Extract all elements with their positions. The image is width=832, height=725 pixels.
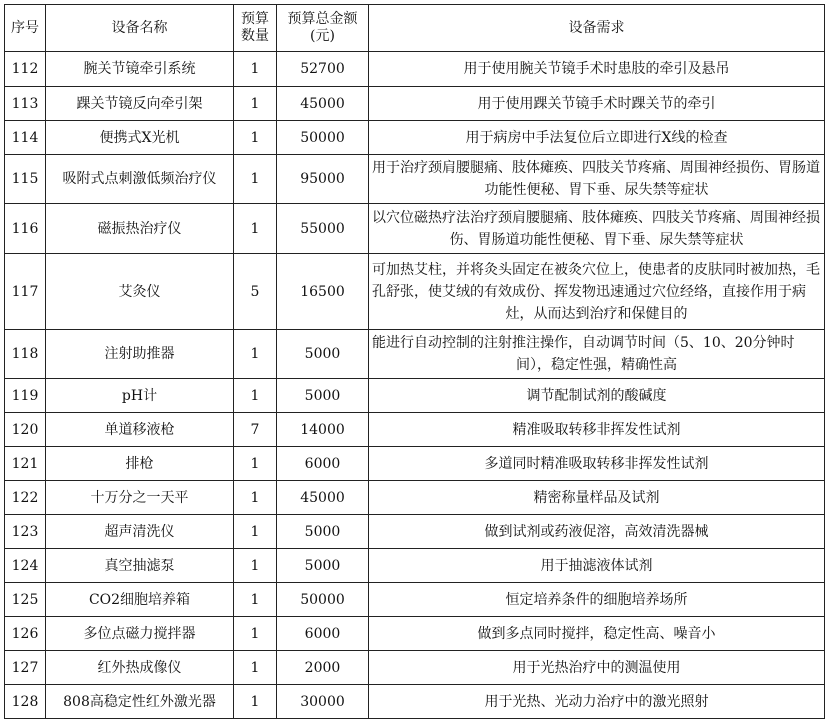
table-row xyxy=(5,617,825,651)
cell-amount: 2000 xyxy=(277,651,369,685)
table-row xyxy=(5,121,825,155)
header-budget-qty: 预算数量 xyxy=(234,5,277,52)
cell-device-name: 踝关节镜反向牵引架 xyxy=(46,87,234,121)
cell-requirement: 精准吸取转移非挥发性试剂 xyxy=(369,413,825,447)
cell-requirement: 多道同时精准吸取转移非挥发性试剂 xyxy=(369,447,825,481)
header-budget-amount: 预算总金额(元) xyxy=(277,5,369,52)
cell-requirement: 用于病房中手法复位后立即进行X线的检查 xyxy=(369,121,825,155)
header-row xyxy=(5,5,825,52)
cell-qty: 1 xyxy=(234,52,277,87)
header-requirement: 设备需求 xyxy=(369,5,825,52)
table-row xyxy=(5,330,825,379)
cell-amount: 5000 xyxy=(277,379,369,413)
cell-requirement: 用于光热、光动力治疗中的激光照射 xyxy=(369,685,825,719)
cell-index: 118 xyxy=(5,330,46,379)
cell-requirement: 精密称量样品及试剂 xyxy=(369,481,825,515)
cell-index: 116 xyxy=(5,204,46,254)
cell-device-name: 磁振热治疗仪 xyxy=(46,204,234,254)
cell-index: 120 xyxy=(5,413,46,447)
table-row xyxy=(5,583,825,617)
cell-index: 112 xyxy=(5,52,46,87)
cell-requirement: 以穴位磁热疗法治疗颈肩腰腿痛、肢体瘫痪、四肢关节疼痛、周围神经损伤、胃肠道功能性便秘、胃下垂、尿失禁等症状 xyxy=(369,204,825,254)
cell-requirement: 恒定培养条件的细胞培养场所 xyxy=(369,583,825,617)
cell-index: 113 xyxy=(5,87,46,121)
table-row xyxy=(5,447,825,481)
cell-amount: 50000 xyxy=(277,121,369,155)
cell-qty: 1 xyxy=(234,330,277,379)
cell-index: 126 xyxy=(5,617,46,651)
cell-requirement: 用于使用腕关节镜手术时患肢的牵引及悬吊 xyxy=(369,52,825,87)
table-row xyxy=(5,549,825,583)
cell-qty: 1 xyxy=(234,651,277,685)
cell-device-name: 艾灸仪 xyxy=(46,254,234,330)
cell-index: 128 xyxy=(5,685,46,719)
cell-requirement: 调节配制试剂的酸碱度 xyxy=(369,379,825,413)
cell-device-name: 排枪 xyxy=(46,447,234,481)
cell-device-name: CO2细胞培养箱 xyxy=(46,583,234,617)
cell-qty: 1 xyxy=(234,204,277,254)
cell-amount: 5000 xyxy=(277,515,369,549)
cell-amount: 52700 xyxy=(277,52,369,87)
cell-device-name: 超声清洗仪 xyxy=(46,515,234,549)
cell-amount: 55000 xyxy=(277,204,369,254)
cell-index: 124 xyxy=(5,549,46,583)
cell-amount: 14000 xyxy=(277,413,369,447)
cell-device-name: 单道移液枪 xyxy=(46,413,234,447)
cell-amount: 95000 xyxy=(277,155,369,204)
cell-amount: 50000 xyxy=(277,583,369,617)
cell-amount: 16500 xyxy=(277,254,369,330)
cell-requirement: 用于抽滤液体试剂 xyxy=(369,549,825,583)
cell-qty: 1 xyxy=(234,155,277,204)
cell-requirement: 用于光热治疗中的测温使用 xyxy=(369,651,825,685)
cell-index: 125 xyxy=(5,583,46,617)
cell-device-name: 十万分之一天平 xyxy=(46,481,234,515)
table-row xyxy=(5,379,825,413)
table-row xyxy=(5,204,825,254)
cell-amount: 5000 xyxy=(277,330,369,379)
cell-requirement: 用于治疗颈肩腰腿痛、肢体瘫痪、四肢关节疼痛、周围神经损伤、胃肠道功能性便秘、胃下垂、尿失禁等症状 xyxy=(369,155,825,204)
cell-device-name: 便携式X光机 xyxy=(46,121,234,155)
cell-device-name: 吸附式点刺激低频治疗仪 xyxy=(46,155,234,204)
table-row xyxy=(5,52,825,87)
equipment-budget-table xyxy=(4,4,825,719)
table-row xyxy=(5,481,825,515)
table-row xyxy=(5,413,825,447)
cell-qty: 1 xyxy=(234,583,277,617)
cell-index: 117 xyxy=(5,254,46,330)
cell-index: 122 xyxy=(5,481,46,515)
cell-index: 121 xyxy=(5,447,46,481)
cell-qty: 1 xyxy=(234,121,277,155)
cell-index: 127 xyxy=(5,651,46,685)
table-row xyxy=(5,685,825,719)
table-row xyxy=(5,651,825,685)
cell-qty: 1 xyxy=(234,617,277,651)
cell-qty: 1 xyxy=(234,447,277,481)
cell-index: 114 xyxy=(5,121,46,155)
cell-amount: 6000 xyxy=(277,617,369,651)
cell-amount: 45000 xyxy=(277,87,369,121)
header-device-name: 设备名称 xyxy=(46,5,234,52)
table-row xyxy=(5,254,825,330)
cell-qty: 1 xyxy=(234,481,277,515)
table-row xyxy=(5,155,825,204)
cell-index: 115 xyxy=(5,155,46,204)
cell-device-name: 注射助推器 xyxy=(46,330,234,379)
cell-qty: 1 xyxy=(234,87,277,121)
cell-device-name: 腕关节镜牵引系统 xyxy=(46,52,234,87)
cell-amount: 6000 xyxy=(277,447,369,481)
cell-requirement: 可加热艾柱，并将灸头固定在被灸穴位上，使患者的皮肤同时被加热，毛孔舒张，使艾绒的有效成份、挥发物迅速通过穴位经络，直接作用于病灶，从而达到治疗和保健目的 xyxy=(369,254,825,330)
cell-qty: 1 xyxy=(234,685,277,719)
table-row xyxy=(5,87,825,121)
table-row xyxy=(5,515,825,549)
cell-qty: 1 xyxy=(234,549,277,583)
cell-device-name: 808高稳定性红外激光器 xyxy=(46,685,234,719)
cell-qty: 1 xyxy=(234,515,277,549)
cell-requirement: 能进行自动控制的注射推注操作，自动调节时间（5、10、20分钟时间），稳定性强，精确性高 xyxy=(369,330,825,379)
cell-amount: 45000 xyxy=(277,481,369,515)
cell-qty: 5 xyxy=(234,254,277,330)
cell-index: 119 xyxy=(5,379,46,413)
cell-requirement: 用于使用踝关节镜手术时踝关节的牵引 xyxy=(369,87,825,121)
header-index: 序号 xyxy=(5,5,46,52)
cell-index: 123 xyxy=(5,515,46,549)
cell-device-name: 红外热成像仪 xyxy=(46,651,234,685)
cell-qty: 1 xyxy=(234,379,277,413)
cell-requirement: 做到试剂或药液促溶，高效清洗器械 xyxy=(369,515,825,549)
cell-amount: 5000 xyxy=(277,549,369,583)
cell-device-name: 多位点磁力搅拌器 xyxy=(46,617,234,651)
cell-amount: 30000 xyxy=(277,685,369,719)
cell-device-name: pH计 xyxy=(46,379,234,413)
cell-device-name: 真空抽滤泵 xyxy=(46,549,234,583)
cell-qty: 7 xyxy=(234,413,277,447)
cell-requirement: 做到多点同时搅拌，稳定性高、噪音小 xyxy=(369,617,825,651)
